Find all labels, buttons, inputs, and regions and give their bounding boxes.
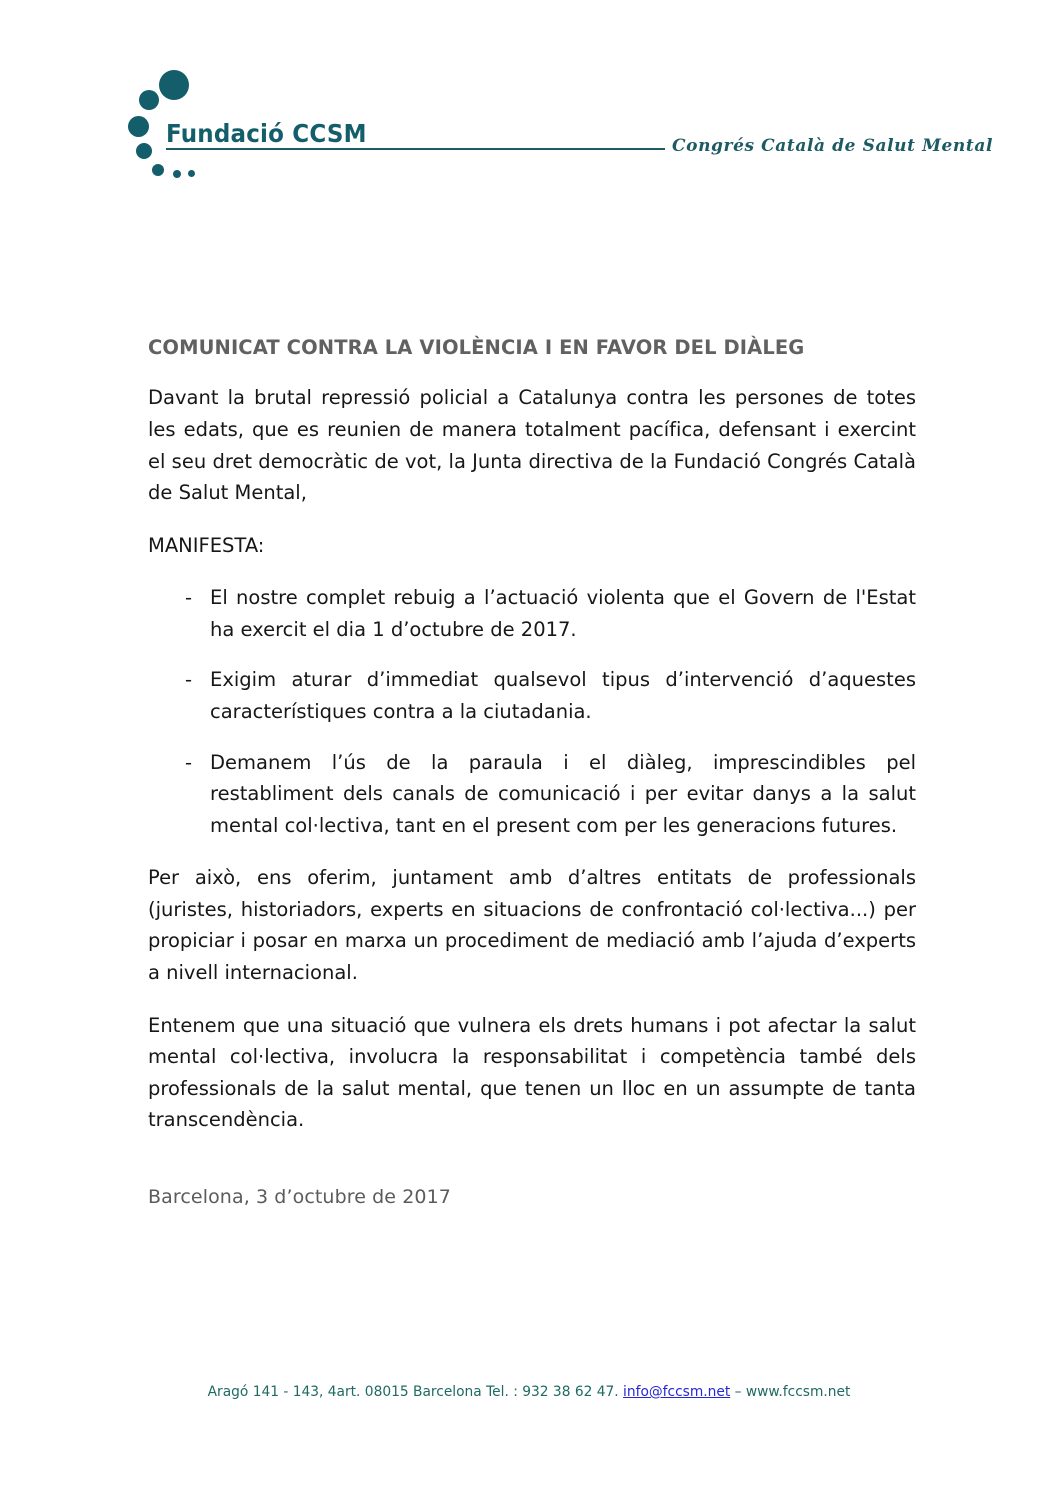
dash-bullet-icon: - (185, 750, 193, 774)
closing-paragraph: Entenem que una situació que vulnera els drets humans i pot afectar la salut mental col·lectiva, involucra la responsabilitat i competència també dels professionals de la salut mental, que tenen un lloc en un assumpte de tanta transcendència. (148, 1013, 916, 1132)
footer-website: www.fccsm.net (745, 1384, 851, 1400)
header-tagline: Congrés Català de Salut Mental (672, 136, 994, 156)
page-title: COMUNICAT CONTRA LA VIOLÈNCIA I EN FAVOR DEL DIÀLEG (148, 336, 805, 359)
footer-email-link[interactable]: info@fccsm.net (623, 1384, 731, 1400)
list-item-text: Exigim aturar d’immediat qualsevol tipus d’intervenció d’aquestes característiques contra a la ciutadania. (210, 668, 916, 723)
intro-paragraph: Davant la brutal repressió policial a Catalunya contra les persones de totes les edats, que es reunien de manera totalment pacífica, defensant i exercint el seu dret democràtic de vot, la Junta directiva de la Fundació Congrés Català de Salut Mental, (148, 386, 916, 505)
page-footer (26, 1384, 1031, 1400)
manifesta-label: MANIFESTA: (148, 533, 265, 557)
page-header (0, 0, 1058, 210)
date-line: Barcelona, 3 d’octubre de 2017 (148, 1186, 451, 1208)
offer-paragraph: Per això, ens oferim, juntament amb d’altres entitats de professionals (juristes, historiadors, experts en situacions de confrontació col·lectiva...) per propiciar i posar en marxa un procediment de mediació amb l’ajuda d’experts a nivell internacional. (148, 866, 916, 985)
manifesta-list (148, 582, 916, 841)
logo-wordmark: Fundació CCSM (166, 119, 367, 148)
dash-bullet-icon: - (185, 586, 193, 610)
footer-address: Aragó 141 - 143, 4art. 08015 Barcelona Tel. : 932 38 62 47. (207, 1384, 624, 1400)
list-item (148, 747, 916, 842)
list-item (148, 582, 916, 645)
document-body (148, 336, 916, 1157)
list-item-text: Demanem l’ús de la paraula i el diàleg, imprescindibles pel restabliment dels canals de comunicació i per evitar danys a la salut mental col·lectiva, tant en el present com per les generacions futures. (210, 750, 916, 837)
list-item (148, 664, 916, 727)
dash-bullet-icon: - (185, 668, 193, 692)
footer-separator: – (730, 1384, 746, 1400)
header-divider-rule (166, 148, 665, 150)
list-item-text: El nostre complet rebuig a l’actuació violenta que el Govern de l'Estat ha exercit el dia 1 d’octubre de 2017. (210, 586, 916, 641)
